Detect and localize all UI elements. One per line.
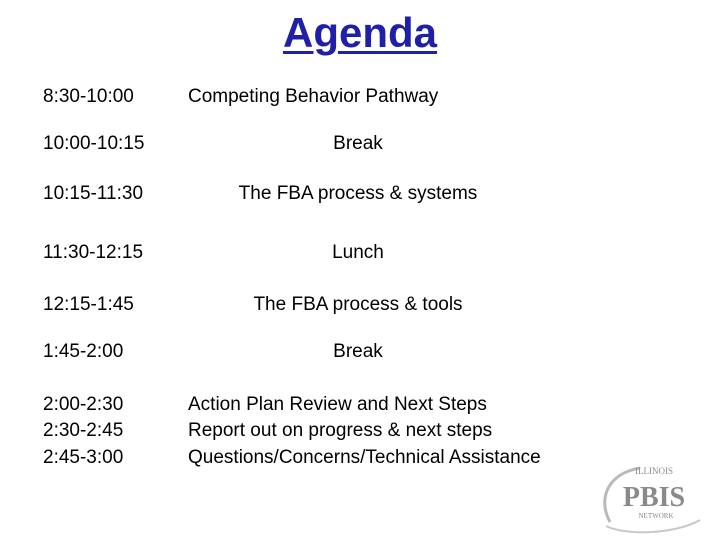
logo-top-text: ILLINOIS [635,466,673,476]
page-title: Agenda [282,9,437,56]
logo-bottom-text: NETWORK [638,512,674,520]
agenda-activity: The FBA process & tools [253,294,463,315]
agenda-time: 8:30-10:00 [43,86,134,107]
agenda-time: 2:00-2:30 [43,394,124,415]
agenda-time: 10:15-11:30 [43,183,144,204]
agenda-activity: Lunch [332,242,384,263]
logo-arc [606,520,700,532]
agenda-activity: The FBA process & systems [238,183,478,204]
agenda-time: 12:15-1:45 [43,294,134,315]
agenda-time: 1:45-2:00 [43,341,124,362]
agenda-activity: Questions/Concerns/Technical Assistance [188,447,541,468]
agenda-activity: Report out on progress & next steps [188,420,493,441]
agenda-activity: Competing Behavior Pathway [188,86,439,107]
agenda-time: 2:30-2:45 [43,420,124,441]
agenda-time: 2:45-3:00 [43,447,124,468]
agenda-time: 11:30-12:15 [43,242,144,263]
agenda-activity: Break [333,133,383,154]
agenda-activity: Break [333,341,383,362]
illinois-pbis-network-logo [596,460,714,536]
logo-main-text: PBIS [622,482,686,513]
agenda-activity: Action Plan Review and Next Steps [188,394,487,415]
agenda-time: 10:00-10:15 [43,133,145,154]
